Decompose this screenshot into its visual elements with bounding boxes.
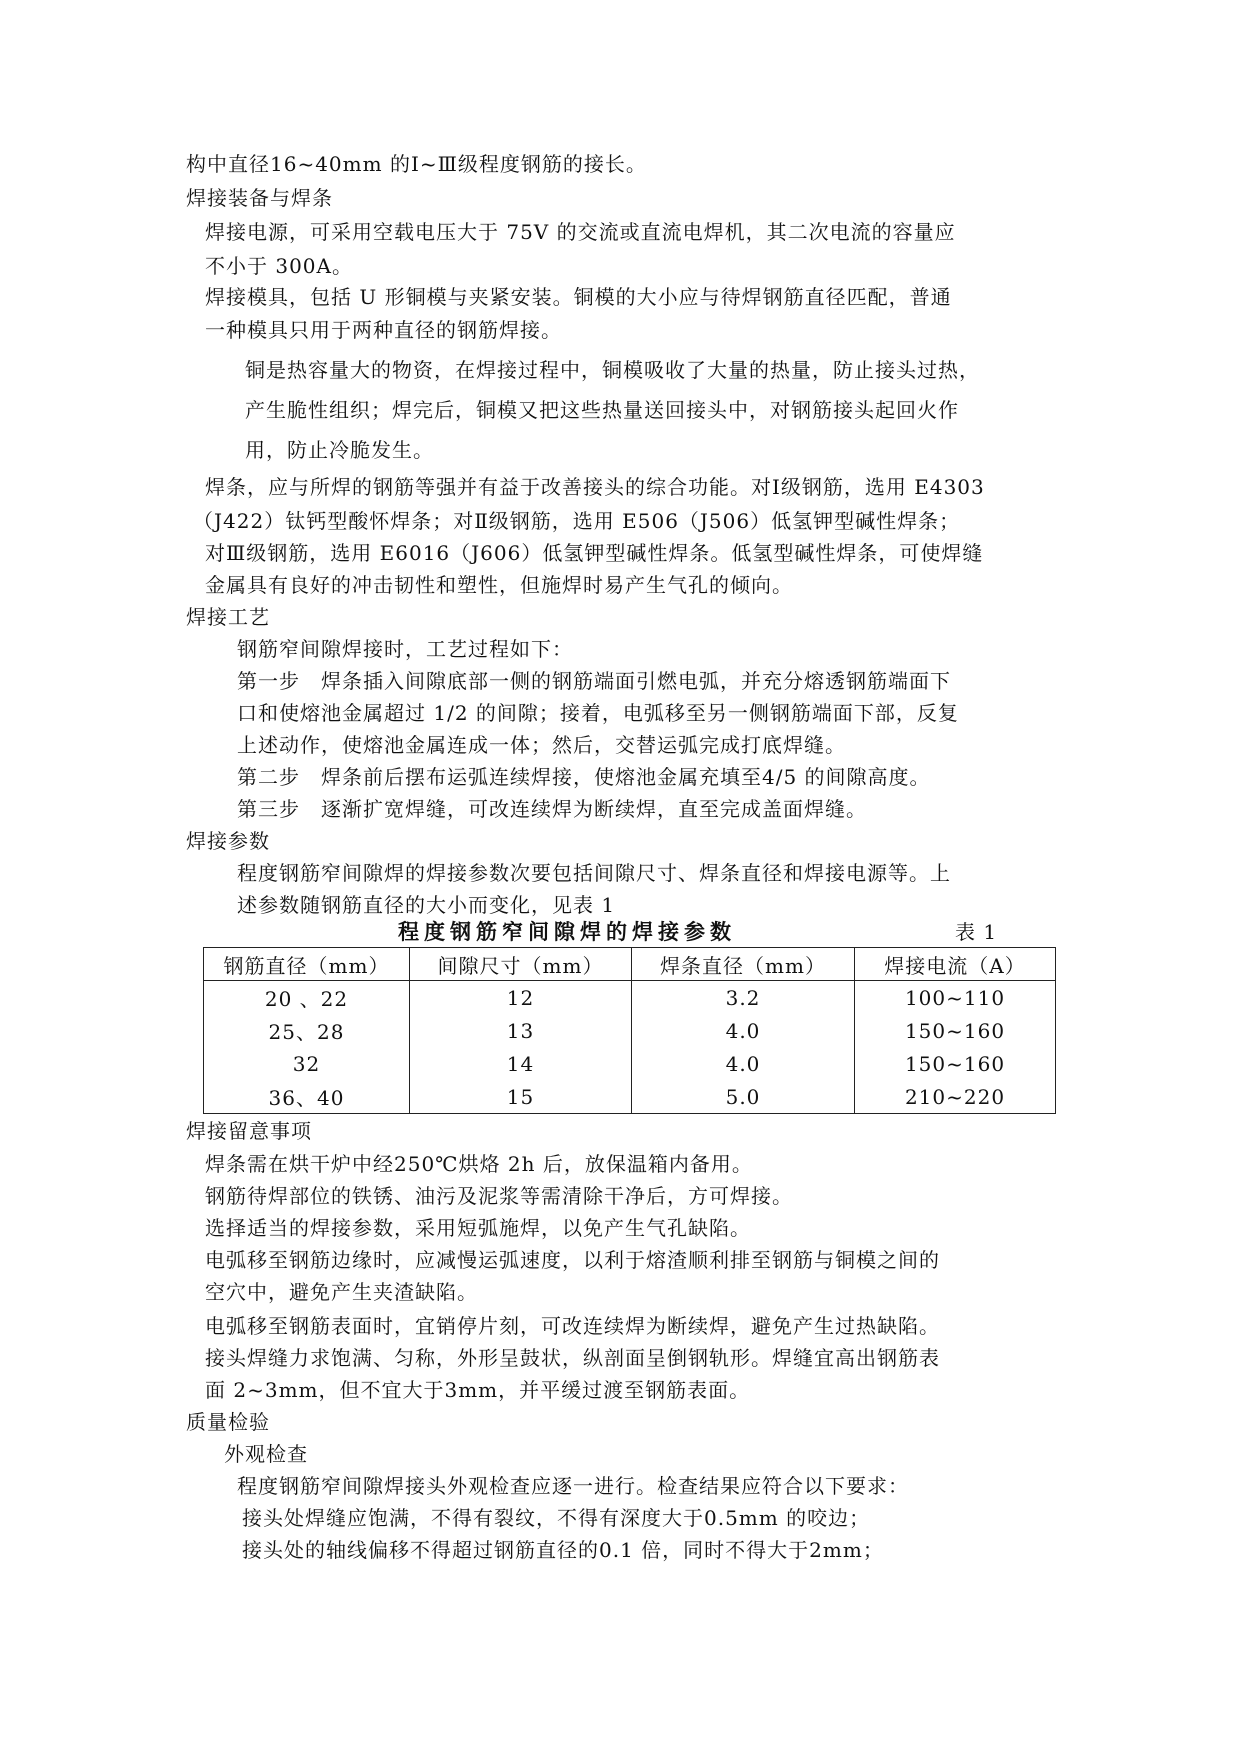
text-line: 铜是热容量大的物资，在焊接过程中，铜模吸收了大量的热量，防止接头过热， [245,358,980,382]
table-cell: 4.0 [632,1014,855,1047]
table-row [204,1047,1056,1080]
text-line: 述参数随钢筋直径的大小而变化，见表 1 [237,893,616,917]
text-line: 焊条，应与所焊的钢筋等强并有益于改善接头的综合功能。对Ⅰ级钢筋，选用 E4303 [205,475,985,499]
subsection-heading: 外观检查 [224,1442,308,1466]
text-line: 用，防止冷脆发生。 [245,438,434,462]
header-cell: 间隙尺寸（mm） [410,948,632,981]
table-cell: 13 [410,1014,632,1047]
text-line: 程度钢筋窄间隙焊接头外观检查应逐一进行。检查结果应符合以下要求： [237,1474,909,1498]
section-heading: 焊接留意事项 [186,1119,312,1143]
text-line: 一种模具只用于两种直径的钢筋焊接。 [205,318,562,342]
table-cell: 5.0 [632,1080,855,1114]
text-line: 焊接电源，可采用空载电压大于 75V 的交流或直流电焊机，其二次电流的容量应 [205,220,956,244]
text-line: 第一步 焊条插入间隙底部一侧的钢筋端面引燃电弧，并充分熔透钢筋端面下 [237,669,951,693]
section-heading: 焊接工艺 [186,605,270,629]
table-cell: 36、40 [204,1080,410,1114]
text-line: 程度钢筋窄间隙焊的焊接参数次要包括间隙尺寸、焊条直径和焊接电源等。上 [237,861,951,885]
section-heading: 质量检验 [186,1410,270,1434]
table-cell: 100~110 [855,981,1056,1015]
text-line: 上述动作，使熔池金属连成一体；然后，交替运弧完成打底焊缝。 [237,733,846,757]
text-line: 对Ⅲ级钢筋，选用 E6016（J606）低氢钾型碱性焊条。低氢型碱性焊条，可使焊缝 [205,541,984,565]
header-cell: 焊条直径（mm） [632,948,855,981]
table-row [204,1080,1056,1114]
table-cell: 20 、22 [204,981,410,1015]
table-cell: 4.0 [632,1047,855,1080]
text-line: 第二步 焊条前后摆布运弧连续焊接，使熔池金属充填至4/5 的间隙高度。 [237,765,931,789]
table-cell: 15 [410,1080,632,1114]
table-header-row [204,948,1056,981]
text-line: 第三步 逐渐扩宽焊缝，可改连续焊为断续焊，直至完成盖面焊缝。 [237,797,867,821]
text-line: 钢筋待焊部位的铁锈、油污及泥浆等需清除干净后，方可焊接。 [205,1184,793,1208]
welding-parameters-table [203,947,1056,1114]
table-cell: 150~160 [855,1014,1056,1047]
text-line: 空穴中，避免产生夹渣缺陷。 [205,1280,478,1304]
text-line: 接头焊缝力求饱满、匀称，外形呈鼓状，纵剖面呈倒钢轨形。焊缝宜高出钢筋表 [205,1346,940,1370]
table-cell: 150~160 [855,1047,1056,1080]
table-number: 表 1 [955,920,998,944]
text-line: 接头处的轴线偏移不得超过钢筋直径的0.1 倍，同时不得大于2mm； [242,1538,884,1562]
header-cell: 焊接电流（A） [855,948,1056,981]
table-cell: 12 [410,981,632,1015]
table-cell: 32 [204,1047,410,1080]
section-heading: 焊接参数 [186,829,270,853]
table-cell: 25、28 [204,1014,410,1047]
text-line: 选择适当的焊接参数，采用短弧施焊，以免产生气孔缺陷。 [205,1216,751,1240]
text-line: 焊条需在烘干炉中经250℃烘烙 2h 后，放保温箱内备用。 [205,1152,753,1176]
text-line: 钢筋窄间隙焊接时，工艺过程如下： [237,637,573,661]
text-line: 不小于 300A。 [205,254,353,278]
section-heading: 焊接装备与焊条 [186,186,333,210]
text-line: 金属具有良好的冲击韧性和塑性，但施焊时易产生气孔的倾向。 [205,573,793,597]
text-line: 焊接模具，包括 U 形铜模与夹紧安装。铜模的大小应与待焊钢筋直径匹配，普通 [205,285,952,309]
table-row [204,1014,1056,1047]
text-line: 构中直径16~40mm 的Ⅰ~Ⅲ级程度钢筋的接长。 [186,152,647,176]
table-title: 程度钢筋窄间隙焊的焊接参数 [398,919,736,944]
text-line: （J422）钛钙型酸怀焊条；对Ⅱ级钢筋，选用 E506（J506）低氢钾型碱性焊条； [193,509,961,533]
text-line: 电弧移至钢筋表面时，宜销停片刻，可改连续焊为断续焊，避免产生过热缺陷。 [205,1314,940,1338]
text-line: 口和使熔池金属超过 1/2 的间隙；接着，电弧移至另一侧钢筋端面下部，反复 [237,701,959,725]
table-row [204,981,1056,1015]
text-line: 接头处焊缝应饱满，不得有裂纹，不得有深度大于0.5mm 的咬边； [242,1506,871,1530]
text-line: 电弧移至钢筋边缘时，应减慢运弧速度，以利于熔渣顺利排至钢筋与铜模之间的 [205,1248,940,1272]
table-cell: 3.2 [632,981,855,1015]
table-cell: 14 [410,1047,632,1080]
header-cell: 钢筋直径（mm） [204,948,410,981]
text-line: 面 2~3mm，但不宜大于3mm，并平缓过渡至钢筋表面。 [205,1378,751,1402]
text-line: 产生脆性组织；焊完后，铜模又把这些热量送回接头中，对钢筋接头起回火作 [245,398,959,422]
table-cell: 210~220 [855,1080,1056,1114]
